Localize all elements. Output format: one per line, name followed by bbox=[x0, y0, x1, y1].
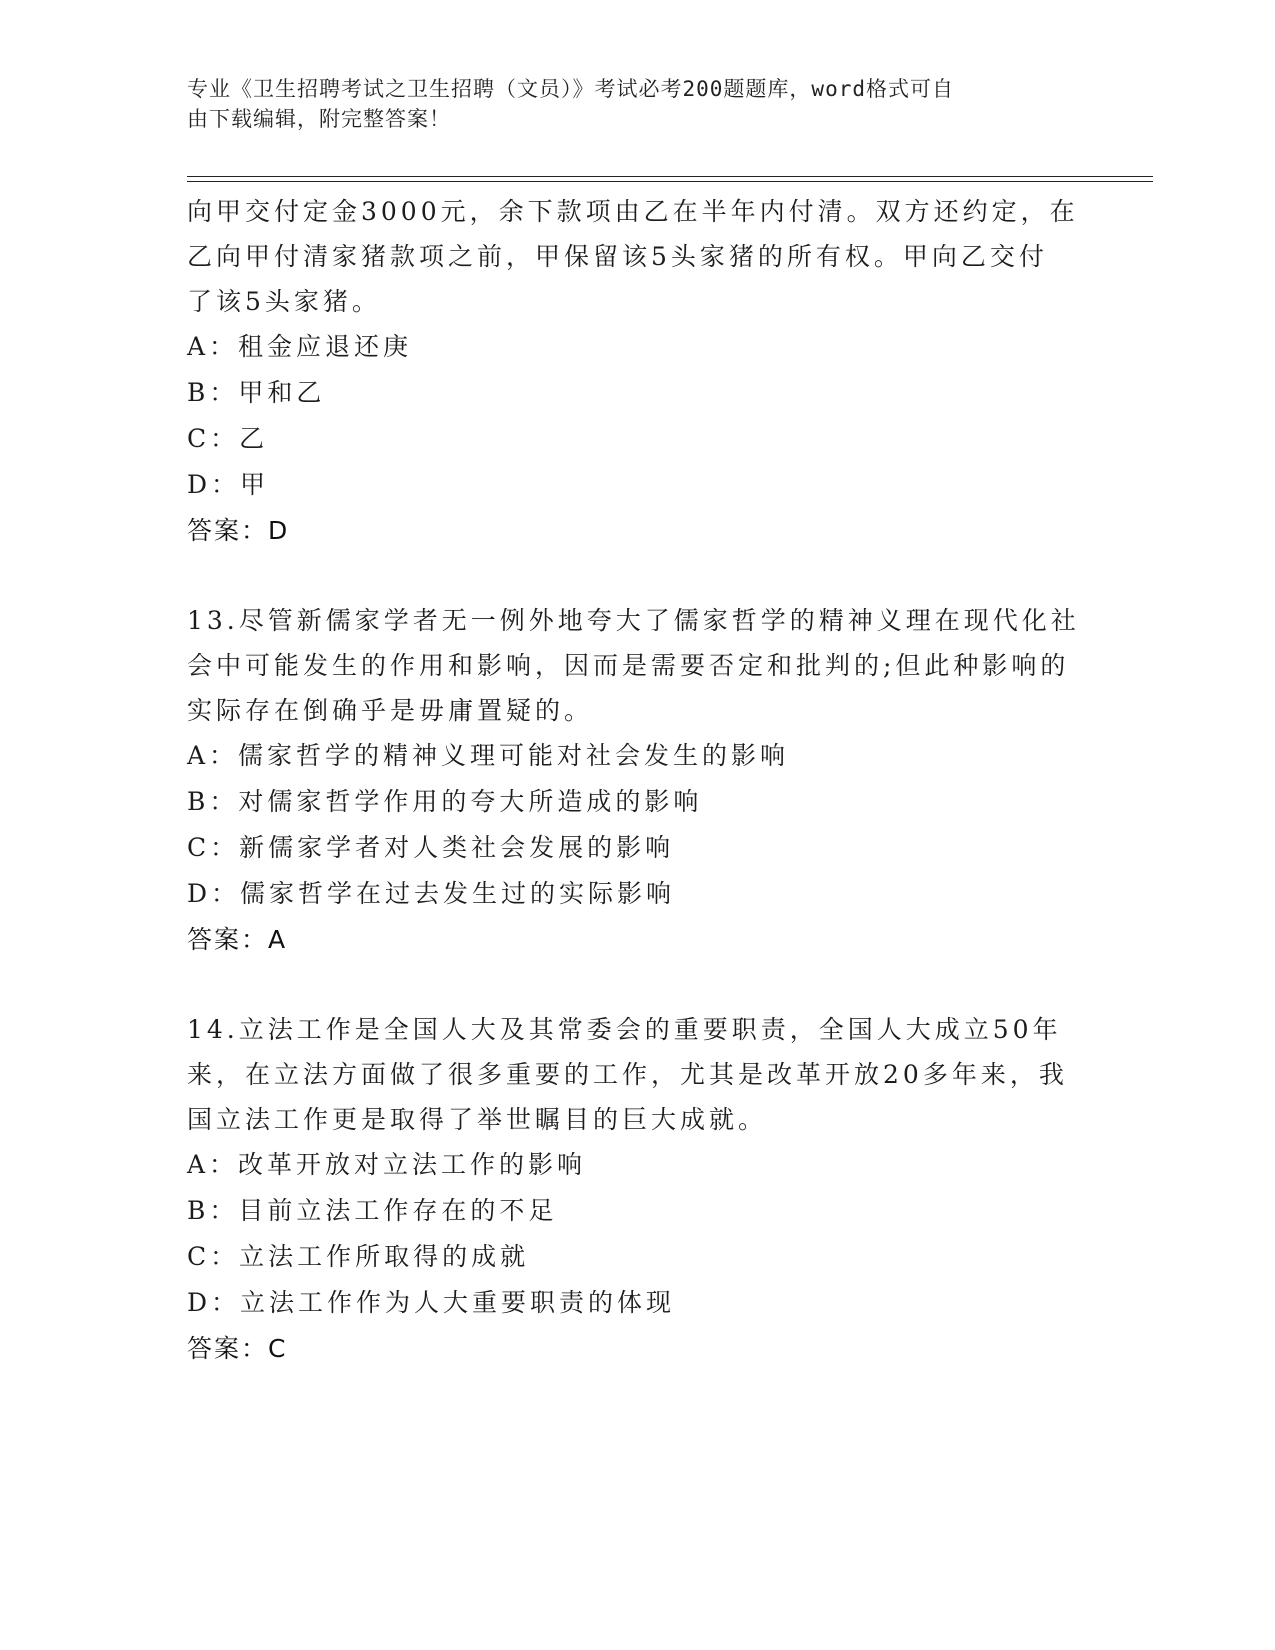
question-stem-line: 13.尽管新儒家学者无一例外地夸大了儒家哲学的精神义理在现代化社 bbox=[187, 606, 1080, 635]
question-stem-line: 来，在立法方面做了很多重要的工作，尤其是改革开放20多年来，我 bbox=[187, 1060, 1068, 1089]
option-d: D：儒家哲学在过去发生过的实际影响 bbox=[187, 879, 676, 908]
page-header bbox=[187, 74, 1067, 134]
question-stem-line: 乙向甲付清家猪款项之前，甲保留该5头家猪的所有权。甲向乙交付 bbox=[187, 242, 1048, 271]
question-stem-line: 14.立法工作是全国人大及其常委会的重要职责，全国人大成立50年 bbox=[187, 1015, 1062, 1044]
header-divider-bottom bbox=[187, 181, 1153, 182]
question-stem-line: 国立法工作更是取得了举世瞩目的巨大成就。 bbox=[187, 1105, 768, 1134]
option-b: B：目前立法工作存在的不足 bbox=[187, 1196, 558, 1225]
answer: 答案：D bbox=[187, 516, 290, 545]
header-line-2: 由下载编辑，附完整答案！ bbox=[187, 107, 451, 131]
option-c: C：乙 bbox=[187, 424, 269, 453]
question-stem-line: 实际存在倒确乎是毋庸置疑的。 bbox=[187, 696, 594, 725]
spacer bbox=[187, 553, 1077, 598]
question-stem-line: 向甲交付定金3000元，余下款项由乙在半年内付清。双方还约定，在 bbox=[187, 197, 1079, 226]
option-a: A：改革开放对立法工作的影响 bbox=[187, 1150, 587, 1179]
question-13 bbox=[187, 598, 1080, 962]
option-b: B：对儒家哲学作用的夸大所造成的影响 bbox=[187, 787, 703, 816]
question-stem-line: 了该5头家猪。 bbox=[187, 287, 381, 316]
spacer bbox=[187, 962, 1077, 1007]
option-d: D：甲 bbox=[187, 470, 270, 499]
question-12 bbox=[187, 189, 1077, 553]
answer: 答案：A bbox=[187, 925, 288, 954]
option-a: A：租金应退还庚 bbox=[187, 332, 413, 361]
question-list bbox=[187, 189, 1080, 1371]
header-line-1: 专业《卫生招聘考试之卫生招聘（文员）》考试必考200题题库，word格式可自 bbox=[187, 77, 954, 101]
header-divider-top bbox=[187, 176, 1153, 177]
option-c: C：立法工作所取得的成就 bbox=[187, 1242, 530, 1271]
answer: 答案：C bbox=[187, 1334, 288, 1363]
question-stem-line: 会中可能发生的作用和影响，因而是需要否定和批判的;但此种影响的 bbox=[187, 651, 1070, 680]
option-d: D：立法工作作为人大重要职责的体现 bbox=[187, 1288, 676, 1317]
option-c: C：新儒家学者对人类社会发展的影响 bbox=[187, 833, 675, 862]
question-14 bbox=[187, 1007, 1077, 1371]
option-a: A：儒家哲学的精神义理可能对社会发生的影响 bbox=[187, 741, 790, 770]
option-b: B：甲和乙 bbox=[187, 378, 326, 407]
